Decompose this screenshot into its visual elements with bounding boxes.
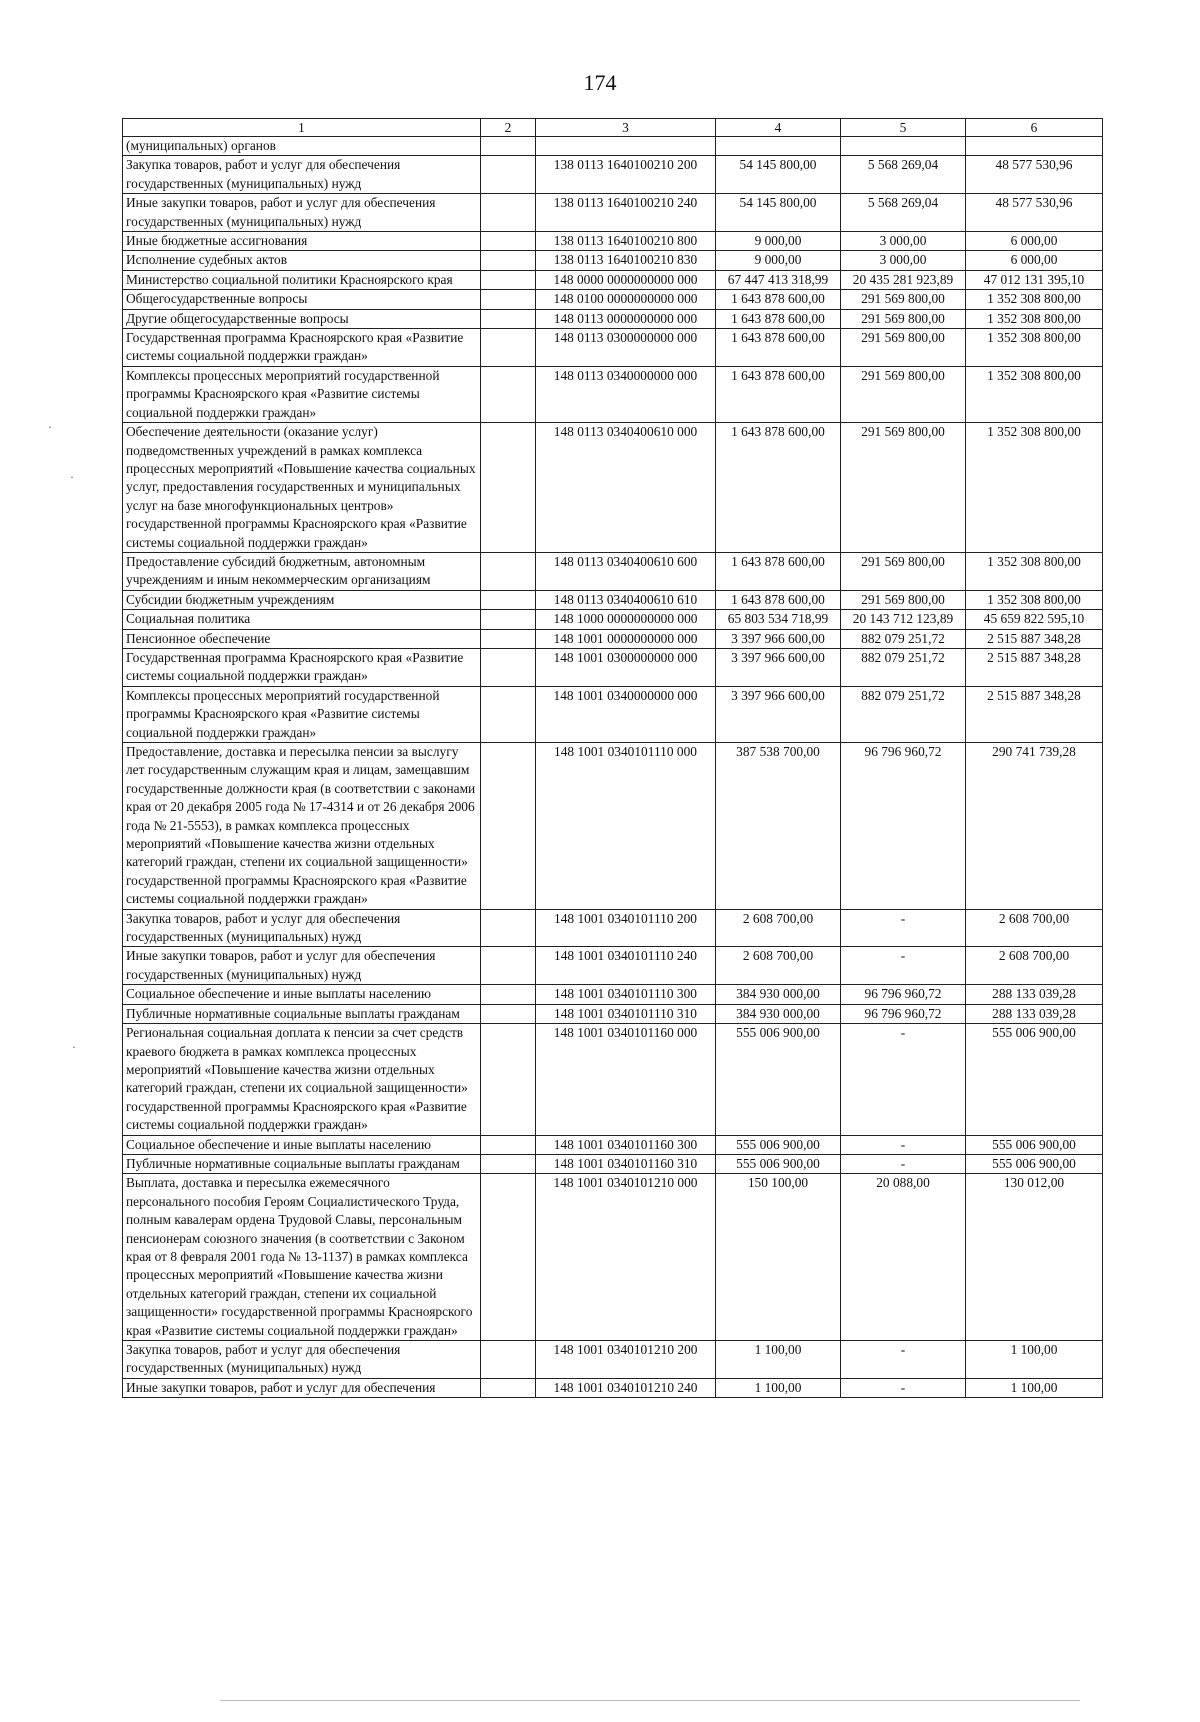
- table-row: [123, 251, 1103, 270]
- row-name-cell: Публичные нормативные социальные выплаты гражданам: [123, 1004, 481, 1023]
- budget-table: [122, 118, 1103, 1398]
- row-col4-value: 3 397 966 600,00: [716, 629, 841, 648]
- row-col5-value: 291 569 800,00: [841, 366, 966, 422]
- row-code-cell: 148 0113 0340400610 000: [536, 423, 716, 553]
- row-col6-value: 555 006 900,00: [966, 1024, 1103, 1135]
- row-col6-value: 6 000,00: [966, 251, 1103, 270]
- row-col6-value: 48 577 530,96: [966, 156, 1103, 194]
- table-row: [123, 610, 1103, 629]
- row-col4-value: 9 000,00: [716, 251, 841, 270]
- header-cell-1: 1: [123, 119, 481, 137]
- row-col4-value: 54 145 800,00: [716, 194, 841, 232]
- row-name-cell: Комплексы процессных мероприятий государственной программы Красноярского края «Развитие системы социальной поддержки граждан»: [123, 686, 481, 742]
- header-cell-5: 5: [841, 119, 966, 137]
- row-name-cell: Комплексы процессных мероприятий государственной программы Красноярского края «Развитие системы социальной поддержки граждан»: [123, 366, 481, 422]
- scan-speck: ·: [72, 1040, 76, 1054]
- row-col2-cell: [481, 1135, 536, 1154]
- row-name-cell: Исполнение судебных актов: [123, 251, 481, 270]
- row-col2-cell: [481, 309, 536, 328]
- row-col2-cell: [481, 610, 536, 629]
- row-col6-value: 1 352 308 800,00: [966, 552, 1103, 590]
- row-col4-value: 387 538 700,00: [716, 743, 841, 910]
- table-row: [123, 309, 1103, 328]
- row-col4-value: 1 643 878 600,00: [716, 329, 841, 367]
- row-code-cell: 138 0113 1640100210 240: [536, 194, 716, 232]
- row-name-cell: (муниципальных) органов: [123, 137, 481, 156]
- row-code-cell: 148 1001 0340101110 200: [536, 909, 716, 947]
- row-col6-value: 48 577 530,96: [966, 194, 1103, 232]
- table-row: [123, 985, 1103, 1004]
- row-col2-cell: [481, 232, 536, 251]
- row-code-cell: 148 1001 0340101110 300: [536, 985, 716, 1004]
- row-col4-value: 1 100,00: [716, 1378, 841, 1397]
- row-col5-value: 3 000,00: [841, 251, 966, 270]
- row-col2-cell: [481, 423, 536, 553]
- row-col6-value: 1 352 308 800,00: [966, 423, 1103, 553]
- row-col4-value: 1 643 878 600,00: [716, 366, 841, 422]
- row-col4-value: 67 447 413 318,99: [716, 270, 841, 289]
- row-name-cell: Социальная политика: [123, 610, 481, 629]
- row-code-cell: 148 1001 0340000000 000: [536, 686, 716, 742]
- row-col5-value: 20 143 712 123,89: [841, 610, 966, 629]
- row-name-cell: Министерство социальной политики Красноярского края: [123, 270, 481, 289]
- header-row: [123, 119, 1103, 137]
- row-col2-cell: [481, 251, 536, 270]
- row-col6-value: 47 012 131 395,10: [966, 270, 1103, 289]
- scan-speck: ·: [48, 420, 52, 434]
- header-cell-6: 6: [966, 119, 1103, 137]
- table-row: [123, 590, 1103, 609]
- row-col2-cell: [481, 985, 536, 1004]
- row-col5-value: 291 569 800,00: [841, 423, 966, 553]
- row-code-cell: 138 0113 1640100210 800: [536, 232, 716, 251]
- row-col5-value: 291 569 800,00: [841, 290, 966, 309]
- row-col5-value: 882 079 251,72: [841, 648, 966, 686]
- row-col4-value: 65 803 534 718,99: [716, 610, 841, 629]
- table-row: [123, 232, 1103, 251]
- row-code-cell: 148 0100 0000000000 000: [536, 290, 716, 309]
- row-code-cell: 148 1001 0300000000 000: [536, 648, 716, 686]
- table-row: [123, 648, 1103, 686]
- row-name-cell: Пенсионное обеспечение: [123, 629, 481, 648]
- table-row: [123, 137, 1103, 156]
- row-col2-cell: [481, 1341, 536, 1379]
- row-col5-value: -: [841, 1135, 966, 1154]
- table-row: [123, 909, 1103, 947]
- row-col5-value: 882 079 251,72: [841, 629, 966, 648]
- row-col4-value: 1 100,00: [716, 1341, 841, 1379]
- row-code-cell: 148 0113 0300000000 000: [536, 329, 716, 367]
- row-code-cell: 148 1001 0340101160 310: [536, 1154, 716, 1173]
- row-col6-value: 2 608 700,00: [966, 947, 1103, 985]
- table-row: [123, 686, 1103, 742]
- row-code-cell: 148 1001 0340101110 310: [536, 1004, 716, 1023]
- table-row: [123, 1154, 1103, 1173]
- row-col4-value: 2 608 700,00: [716, 909, 841, 947]
- row-col6-value: 1 352 308 800,00: [966, 329, 1103, 367]
- row-name-cell: Выплата, доставка и пересылка ежемесячного персонального пособия Героям Социалистического Труда, полным кавалерам ордена Трудовой Славы, персональным пенсионерам союзного значения (в соответствии с Законом края от 8 февраля 2001 года № 13-1137) в рамках комплекса процессных мероприятий «Повышение качества жизни отдельных категорий граждан, степени их социальной защищенности» государственной программы Красноярского края «Развитие системы социальной поддержки граждан»: [123, 1174, 481, 1341]
- row-col5-value: 20 088,00: [841, 1174, 966, 1341]
- row-name-cell: Иные закупки товаров, работ и услуг для обеспечения: [123, 1378, 481, 1397]
- table-row: [123, 1004, 1103, 1023]
- row-col6-value: 1 100,00: [966, 1378, 1103, 1397]
- row-code-cell: 148 0000 0000000000 000: [536, 270, 716, 289]
- table-row: [123, 629, 1103, 648]
- row-col6-value: 1 352 308 800,00: [966, 366, 1103, 422]
- row-col2-cell: [481, 270, 536, 289]
- row-col2-cell: [481, 686, 536, 742]
- row-name-cell: Региональная социальная доплата к пенсии за счет средств краевого бюджета в рамках комплекса процессных мероприятий «Повышение качества жизни отдельных категорий граждан, степени их социальной защищенности» государственной программы Красноярского края «Развитие системы социальной поддержки граждан»: [123, 1024, 481, 1135]
- row-col5-value: 291 569 800,00: [841, 329, 966, 367]
- row-name-cell: Иные закупки товаров, работ и услуг для обеспечения государственных (муниципальных) нужд: [123, 194, 481, 232]
- row-col6-value: 1 100,00: [966, 1341, 1103, 1379]
- row-col4-value: 384 930 000,00: [716, 1004, 841, 1023]
- header-cell-3: 3: [536, 119, 716, 137]
- row-col2-cell: [481, 629, 536, 648]
- row-col5-value: -: [841, 909, 966, 947]
- row-code-cell: 148 1001 0340101110 000: [536, 743, 716, 910]
- row-col2-cell: [481, 137, 536, 156]
- row-name-cell: Закупка товаров, работ и услуг для обеспечения государственных (муниципальных) нужд: [123, 156, 481, 194]
- row-code-cell: 148 1001 0340101210 200: [536, 1341, 716, 1379]
- row-col6-value: 6 000,00: [966, 232, 1103, 251]
- row-col5-value: 882 079 251,72: [841, 686, 966, 742]
- row-col2-cell: [481, 947, 536, 985]
- table-row: [123, 1024, 1103, 1135]
- table-row: [123, 947, 1103, 985]
- row-col5-value: -: [841, 1154, 966, 1173]
- row-col5-value: 20 435 281 923,89: [841, 270, 966, 289]
- row-name-cell: Публичные нормативные социальные выплаты гражданам: [123, 1154, 481, 1173]
- row-col5-value: -: [841, 1024, 966, 1135]
- row-col5-value: 96 796 960,72: [841, 985, 966, 1004]
- row-col6-value: 555 006 900,00: [966, 1154, 1103, 1173]
- row-col4-value: 1 643 878 600,00: [716, 309, 841, 328]
- row-code-cell: 148 0113 0340400610 610: [536, 590, 716, 609]
- row-col5-value: -: [841, 947, 966, 985]
- row-col2-cell: [481, 1024, 536, 1135]
- row-name-cell: Закупка товаров, работ и услуг для обеспечения государственных (муниципальных) нужд: [123, 909, 481, 947]
- row-col4-value: 3 397 966 600,00: [716, 686, 841, 742]
- row-col4-value: 555 006 900,00: [716, 1135, 841, 1154]
- row-col2-cell: [481, 156, 536, 194]
- row-code-cell: 148 0113 0000000000 000: [536, 309, 716, 328]
- row-col6-value: 45 659 822 595,10: [966, 610, 1103, 629]
- row-col6-value: 2 515 887 348,28: [966, 629, 1103, 648]
- table-row: [123, 1135, 1103, 1154]
- row-col4-value: 555 006 900,00: [716, 1024, 841, 1135]
- table-row: [123, 1174, 1103, 1341]
- row-name-cell: Другие общегосударственные вопросы: [123, 309, 481, 328]
- row-col5-value: 291 569 800,00: [841, 309, 966, 328]
- row-col5-value: [841, 137, 966, 156]
- row-code-cell: 148 1001 0340101210 240: [536, 1378, 716, 1397]
- table-row: [123, 194, 1103, 232]
- row-col2-cell: [481, 194, 536, 232]
- row-name-cell: Закупка товаров, работ и услуг для обеспечения государственных (муниципальных) нужд: [123, 1341, 481, 1379]
- row-col2-cell: [481, 1378, 536, 1397]
- row-col4-value: 150 100,00: [716, 1174, 841, 1341]
- row-col5-value: 291 569 800,00: [841, 552, 966, 590]
- row-col2-cell: [481, 909, 536, 947]
- row-col4-value: 1 643 878 600,00: [716, 423, 841, 553]
- table-row: [123, 1341, 1103, 1379]
- row-col6-value: 130 012,00: [966, 1174, 1103, 1341]
- row-name-cell: Предоставление, доставка и пересылка пенсии за выслугу лет государственным служащим края и лицам, замещавшим государственные должности края (в соответствии с законами края от 20 декабря 2005 года № 17-4314 и от 26 декабря 2006 года № 21-5553), в рамках комплекса процессных мероприятий «Повышение качества жизни отдельных категорий граждан, степени их социальной защищенности» государственной программы Красноярского края «Развитие системы социальной поддержки граждан»: [123, 743, 481, 910]
- table-row: [123, 743, 1103, 910]
- table-row: [123, 156, 1103, 194]
- row-col2-cell: [481, 329, 536, 367]
- row-col4-value: 1 643 878 600,00: [716, 552, 841, 590]
- row-code-cell: 138 0113 1640100210 830: [536, 251, 716, 270]
- row-code-cell: 148 1001 0000000000 000: [536, 629, 716, 648]
- row-col4-value: 3 397 966 600,00: [716, 648, 841, 686]
- row-name-cell: Государственная программа Красноярского края «Развитие системы социальной поддержки граждан»: [123, 648, 481, 686]
- row-col6-value: 1 352 308 800,00: [966, 309, 1103, 328]
- row-col4-value: [716, 137, 841, 156]
- row-name-cell: Социальное обеспечение и иные выплаты населению: [123, 985, 481, 1004]
- scan-speck: ·: [70, 470, 74, 484]
- row-code-cell: 138 0113 1640100210 200: [536, 156, 716, 194]
- row-code-cell: 148 1000 0000000000 000: [536, 610, 716, 629]
- row-col2-cell: [481, 366, 536, 422]
- row-col6-value: 2 515 887 348,28: [966, 648, 1103, 686]
- row-code-cell: 148 0113 0340000000 000: [536, 366, 716, 422]
- row-code-cell: 148 1001 0340101160 000: [536, 1024, 716, 1135]
- row-col4-value: 54 145 800,00: [716, 156, 841, 194]
- row-name-cell: Государственная программа Красноярского края «Развитие системы социальной поддержки граждан»: [123, 329, 481, 367]
- row-col5-value: 96 796 960,72: [841, 743, 966, 910]
- row-col6-value: 2 515 887 348,28: [966, 686, 1103, 742]
- row-col2-cell: [481, 1154, 536, 1173]
- row-name-cell: Иные закупки товаров, работ и услуг для обеспечения государственных (муниципальных) нужд: [123, 947, 481, 985]
- row-col2-cell: [481, 1174, 536, 1341]
- row-col6-value: 288 133 039,28: [966, 1004, 1103, 1023]
- row-name-cell: Субсидии бюджетным учреждениям: [123, 590, 481, 609]
- row-name-cell: Предоставление субсидий бюджетным, автономным учреждениям и иным некоммерческим организациям: [123, 552, 481, 590]
- row-col6-value: [966, 137, 1103, 156]
- row-col2-cell: [481, 1004, 536, 1023]
- row-col6-value: 2 608 700,00: [966, 909, 1103, 947]
- table-row: [123, 1378, 1103, 1397]
- row-code-cell: [536, 137, 716, 156]
- table-row: [123, 329, 1103, 367]
- page-number: 174: [583, 70, 617, 95]
- table-row: [123, 366, 1103, 422]
- row-col5-value: 96 796 960,72: [841, 1004, 966, 1023]
- row-code-cell: 148 1001 0340101160 300: [536, 1135, 716, 1154]
- row-col4-value: 384 930 000,00: [716, 985, 841, 1004]
- row-col5-value: 5 568 269,04: [841, 194, 966, 232]
- row-col5-value: 5 568 269,04: [841, 156, 966, 194]
- row-col4-value: 555 006 900,00: [716, 1154, 841, 1173]
- table-row: [123, 290, 1103, 309]
- row-col4-value: 1 643 878 600,00: [716, 290, 841, 309]
- row-col2-cell: [481, 290, 536, 309]
- row-col6-value: 555 006 900,00: [966, 1135, 1103, 1154]
- row-col5-value: 3 000,00: [841, 232, 966, 251]
- row-col6-value: 1 352 308 800,00: [966, 290, 1103, 309]
- row-name-cell: Иные бюджетные ассигнования: [123, 232, 481, 251]
- row-col2-cell: [481, 648, 536, 686]
- table-row: [123, 552, 1103, 590]
- row-col4-value: 2 608 700,00: [716, 947, 841, 985]
- row-code-cell: 148 1001 0340101210 000: [536, 1174, 716, 1341]
- row-col6-value: 290 741 739,28: [966, 743, 1103, 910]
- row-col6-value: 1 352 308 800,00: [966, 590, 1103, 609]
- row-col4-value: 1 643 878 600,00: [716, 590, 841, 609]
- header-cell-4: 4: [716, 119, 841, 137]
- row-col5-value: -: [841, 1341, 966, 1379]
- row-name-cell: Обеспечение деятельности (оказание услуг) подведомственных учреждений в рамках комплекса процессных мероприятий «Повышение качества социальных услуг, предоставления государственных и муниципальных услуг на базе многофункциональных центров» государственной программы Красноярского края «Развитие системы социальной поддержки граждан»: [123, 423, 481, 553]
- row-col2-cell: [481, 552, 536, 590]
- table-row: [123, 270, 1103, 289]
- row-col5-value: 291 569 800,00: [841, 590, 966, 609]
- row-col5-value: -: [841, 1378, 966, 1397]
- row-col2-cell: [481, 590, 536, 609]
- table-row: [123, 423, 1103, 553]
- row-name-cell: Общегосударственные вопросы: [123, 290, 481, 309]
- row-col6-value: 288 133 039,28: [966, 985, 1103, 1004]
- row-name-cell: Социальное обеспечение и иные выплаты населению: [123, 1135, 481, 1154]
- row-col2-cell: [481, 743, 536, 910]
- row-code-cell: 148 1001 0340101110 240: [536, 947, 716, 985]
- header-cell-2: 2: [481, 119, 536, 137]
- row-code-cell: 148 0113 0340400610 600: [536, 552, 716, 590]
- row-col4-value: 9 000,00: [716, 232, 841, 251]
- scan-bottom-edge: [220, 1700, 1080, 1701]
